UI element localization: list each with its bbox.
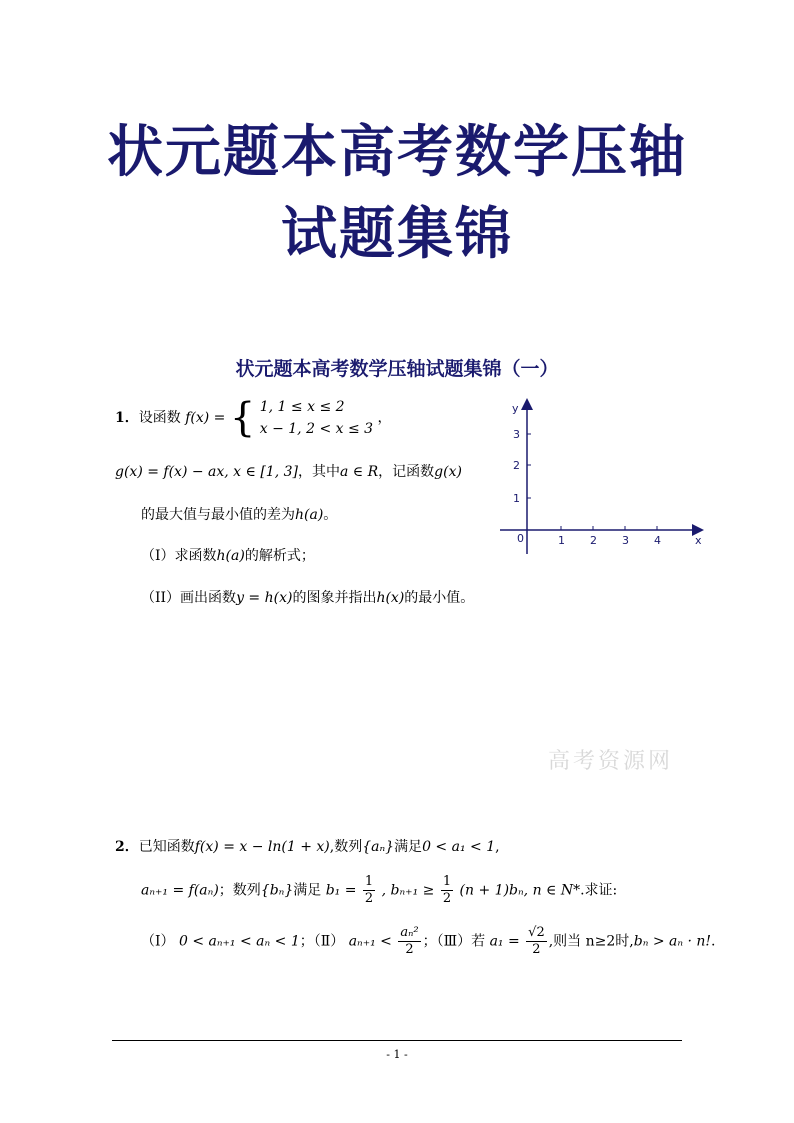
q2-prove: .求证: xyxy=(580,882,618,899)
q2-p3-label: ；（Ⅲ）若 xyxy=(422,933,486,950)
q2-b1-fraction xyxy=(363,874,375,907)
q2-lead: 已知函数 xyxy=(138,839,195,855)
q1-cases xyxy=(260,396,373,440)
origin-label: 0 xyxy=(517,532,524,545)
x-tick-label-2: 2 xyxy=(590,534,597,547)
q2-seq-a: {aₙ} xyxy=(362,839,395,855)
q1-line-3 xyxy=(141,504,337,524)
q2-p3-fraction xyxy=(526,925,547,958)
q1-a-in-r: a ∈ R xyxy=(339,464,379,480)
q2-comma: , xyxy=(495,839,500,855)
document-title-line-1: 状元题本高考数学压轴 xyxy=(107,120,687,185)
q2-p2-fraction xyxy=(398,925,420,958)
q2-cond2: 满足 xyxy=(293,882,322,899)
q1-part1-pre: （I）求函数 xyxy=(141,548,217,564)
q1-part2-mid: 的图象并指出 xyxy=(292,590,377,606)
q1-lead: 设函数 xyxy=(138,410,181,426)
x-tick-label-4: 4 xyxy=(654,534,661,547)
q2-number: 2． xyxy=(115,839,139,855)
x-tick-label-3: 3 xyxy=(622,534,629,547)
q1-line-2 xyxy=(115,461,462,481)
q2-p3-num: √2 xyxy=(528,925,545,940)
q2-b-rec-num: 1 xyxy=(442,874,452,889)
q2-b1-den: 2 xyxy=(364,891,374,906)
y-tick-label-3: 3 xyxy=(513,428,520,441)
q2-b-rec-fraction xyxy=(441,874,453,907)
q1-g-mid: ，其中 xyxy=(297,464,340,480)
q2-p1-label: （Ⅰ） xyxy=(141,933,175,950)
q2-n-in: n ∈ N* xyxy=(532,882,581,899)
section-subtitle: 状元题本高考数学压轴试题集锦（一） xyxy=(235,358,559,380)
q1-line-1 xyxy=(115,396,392,440)
coordinate-graph xyxy=(495,396,710,561)
q1-func: f(x) = xyxy=(185,410,226,426)
q1-part2-pre: （II）画出函数 xyxy=(141,590,237,606)
q2-seq-b: {bₙ} xyxy=(260,882,294,899)
q1-part1-post: 的解析式； xyxy=(244,548,315,564)
q1-case-1: 1, 1 ≤ x ≤ 2 xyxy=(259,399,345,415)
q2-p3-a1: a₁ = xyxy=(489,933,520,950)
q2-line-1 xyxy=(115,836,500,856)
q2-p3-den: 2 xyxy=(532,942,541,957)
q2-func: f(x) = x − ln(1 + x) xyxy=(194,839,330,855)
watermark: 高考资源网 xyxy=(548,749,674,774)
q2-p2-num: aₙ² xyxy=(400,925,419,940)
q1-part1-h: h(a) xyxy=(216,548,245,564)
q1-number: 1． xyxy=(115,410,139,426)
q1-part2-y: y = h(x) xyxy=(236,590,293,606)
q2-semi: ；数列 xyxy=(218,882,261,899)
q2-b-rec-rhs: (n + 1)bₙ, xyxy=(459,882,529,899)
q1-part-1 xyxy=(141,545,315,565)
q1-case-2: x − 1, 2 < x ≤ 3 xyxy=(259,421,374,437)
q2-line-2 xyxy=(141,874,617,907)
q2-p2-label: ；（Ⅱ） xyxy=(299,933,345,950)
q2-p3-end: . xyxy=(711,933,716,950)
q2-rec: aₙ₊₁ = f(aₙ) xyxy=(141,882,219,899)
document-title-line-2: 试题集锦 xyxy=(281,202,513,267)
q1-comma: ， xyxy=(377,410,392,426)
q2-b1-num: 1 xyxy=(364,874,374,889)
q2-p2-den: 2 xyxy=(405,942,414,957)
y-tick-label-1: 1 xyxy=(513,492,520,505)
q1-line2-pre: 的最大值与最小值的差为 xyxy=(141,507,295,523)
q1-g-mid2: ，记函数 xyxy=(378,464,435,480)
x-axis-label: x xyxy=(695,534,702,547)
q2-b1-lhs: b₁ = xyxy=(325,882,357,899)
q1-part-2 xyxy=(141,587,474,607)
q2-b-rec-den: 2 xyxy=(442,891,452,906)
q2-p3-mid: ,则当 n≥2时, xyxy=(548,933,634,950)
q2-p2-lhs: aₙ₊₁ < xyxy=(348,933,392,950)
q2-b-rec-lhs: , bₙ₊₁ ≥ xyxy=(381,882,435,899)
footer-divider xyxy=(112,1040,682,1041)
q2-mid: ,数列 xyxy=(329,839,363,855)
y-axis-label: y xyxy=(512,402,519,415)
x-tick-label-1: 1 xyxy=(558,534,565,547)
q1-brace: { xyxy=(229,395,256,441)
q1-g-func: g(x) xyxy=(434,464,462,480)
q2-ineq: 0 < a₁ < 1 xyxy=(422,839,496,855)
q2-line-3 xyxy=(141,925,715,958)
page-number: - 1 - xyxy=(386,1048,408,1061)
q1-line2-end: 。 xyxy=(323,507,338,523)
q2-cond: 满足 xyxy=(394,839,423,855)
q1-part2-post: 的最小值。 xyxy=(404,590,475,606)
q1-h-a: h(a) xyxy=(295,507,324,523)
q2-p1: 0 < aₙ₊₁ < aₙ < 1 xyxy=(178,933,300,950)
q2-p3-ineq: bₙ > aₙ · n! xyxy=(633,933,712,950)
q1-g-def: g(x) = f(x) − ax, x ∈ [1, 3] xyxy=(115,464,298,480)
q1-part2-h: h(x) xyxy=(376,590,405,606)
y-tick-label-2: 2 xyxy=(513,459,520,472)
